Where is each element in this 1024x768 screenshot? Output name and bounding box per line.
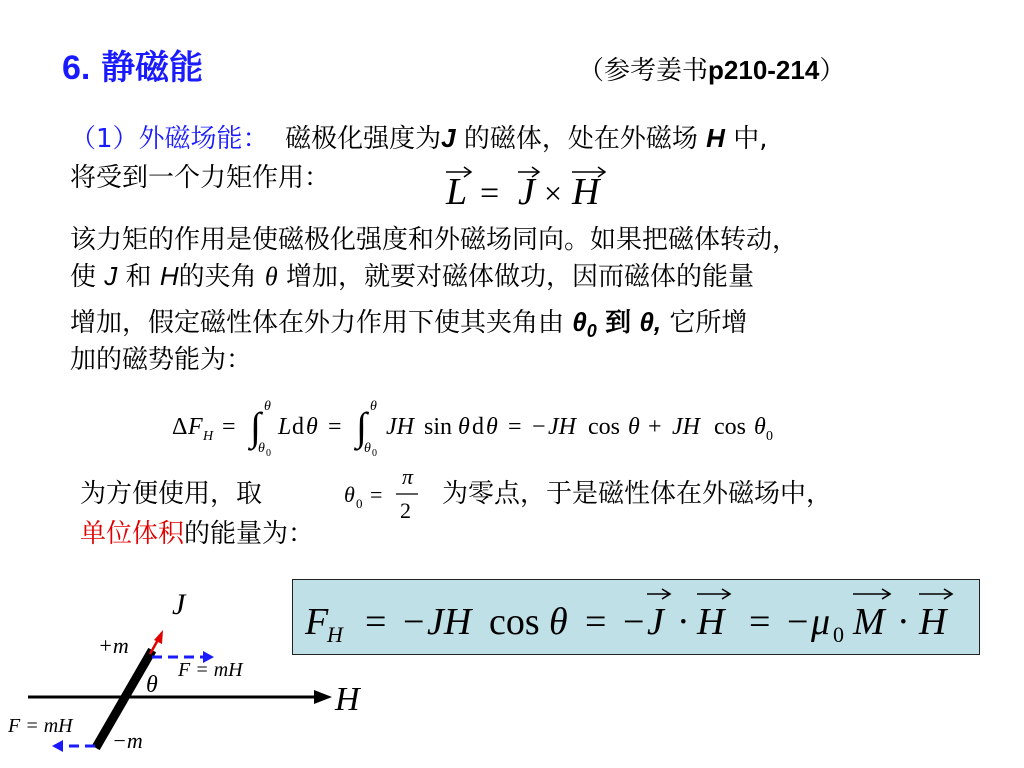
svg-text:θ: θ bbox=[458, 414, 470, 440]
reference-pages: p210-214 bbox=[708, 55, 820, 85]
svg-text:−: − bbox=[403, 601, 425, 643]
svg-text:−: − bbox=[787, 601, 809, 643]
svg-text:cos: cos bbox=[714, 414, 746, 440]
svg-text:d: d bbox=[292, 414, 304, 440]
svg-text:−: − bbox=[623, 601, 645, 643]
reference-open: （参考姜书 bbox=[578, 56, 709, 86]
svg-text:cos: cos bbox=[489, 601, 540, 643]
para-theta-bold: θ, bbox=[639, 307, 662, 337]
para-theta: θ bbox=[264, 262, 278, 291]
minus-m-label: −m bbox=[112, 728, 143, 753]
torque-eq: = bbox=[480, 175, 500, 212]
svg-text:θ: θ bbox=[306, 414, 318, 440]
svg-text:=: = bbox=[749, 601, 771, 643]
para-J: J bbox=[104, 261, 118, 291]
line1-c: 中, bbox=[733, 124, 768, 154]
force-top-label: F = mH bbox=[178, 659, 243, 681]
reference-note bbox=[578, 50, 845, 87]
formula-zero-point bbox=[340, 462, 424, 526]
svg-text:H: H bbox=[919, 601, 947, 643]
torque-J: J bbox=[518, 171, 535, 213]
svg-text:JH: JH bbox=[548, 414, 576, 440]
magnet-diagram bbox=[0, 586, 380, 768]
svg-text:F: F bbox=[305, 601, 329, 643]
svg-text:cos: cos bbox=[588, 414, 620, 440]
force-bottom-arrowhead bbox=[52, 740, 63, 752]
svg-text:J: J bbox=[647, 601, 664, 643]
para-H: H bbox=[159, 261, 179, 291]
zero-point-line-1b: 为零点，于是磁性体在外磁场中， bbox=[442, 479, 833, 509]
svg-text:0: 0 bbox=[356, 496, 363, 511]
svg-text:μ: μ bbox=[811, 601, 831, 643]
plus-m-label: +m bbox=[98, 633, 129, 658]
svg-text:θ: θ bbox=[364, 441, 371, 456]
svg-text:=: = bbox=[370, 482, 383, 507]
section-1-line-2: 将受到一个力矩作用： bbox=[70, 163, 331, 193]
svg-text:−: − bbox=[532, 414, 546, 440]
paragraph-line-2: 使 J 和 H的夹角 θ 增加，就要对磁体做功，因而磁体的能量 bbox=[70, 261, 754, 292]
svg-text:H: H bbox=[327, 622, 343, 647]
svg-text:θ: θ bbox=[370, 399, 377, 414]
line1-J: J bbox=[441, 123, 456, 153]
svg-text:=: = bbox=[365, 601, 387, 643]
formula-torque bbox=[440, 158, 620, 216]
svg-text:π: π bbox=[402, 464, 414, 489]
torque-L: L bbox=[446, 171, 468, 213]
svg-text:∫: ∫ bbox=[250, 404, 261, 449]
svg-text:0: 0 bbox=[266, 448, 271, 459]
svg-text:θ: θ bbox=[258, 441, 265, 456]
torque-times: × bbox=[544, 175, 563, 211]
svg-text:0: 0 bbox=[372, 448, 377, 459]
h-axis-arrowhead bbox=[314, 690, 332, 704]
unit-volume-highlight: 单位体积 bbox=[80, 519, 185, 549]
svg-text:=: = bbox=[508, 414, 522, 440]
svg-text:·: · bbox=[677, 601, 690, 643]
j-arrowhead bbox=[154, 630, 163, 644]
svg-text:H: H bbox=[203, 429, 214, 444]
zero-point-line-1: 为方便使用，取 bbox=[80, 479, 263, 509]
svg-text:=: = bbox=[328, 414, 342, 440]
paragraph-line-4: 加的磁势能为： bbox=[70, 345, 253, 375]
svg-text:JH: JH bbox=[427, 601, 472, 643]
svg-text:∫: ∫ bbox=[356, 404, 367, 449]
svg-text:0: 0 bbox=[766, 429, 773, 444]
h-label: H bbox=[335, 681, 360, 718]
svg-text:θ: θ bbox=[486, 414, 498, 440]
page-title bbox=[62, 40, 203, 89]
line1-b: 的磁体，处在外磁场 bbox=[463, 124, 698, 154]
svg-text:L: L bbox=[278, 414, 292, 440]
svg-text:θ: θ bbox=[549, 601, 568, 643]
svg-text:H: H bbox=[697, 601, 725, 643]
j-label: J bbox=[172, 588, 186, 621]
title-text: 静磁能 bbox=[101, 48, 204, 88]
boxed-formula-svg bbox=[293, 580, 979, 654]
paragraph-line-1: 该力矩的作用是使磁极化强度和外磁场同向。如果把磁体转动， bbox=[70, 225, 799, 255]
title-number: 6. bbox=[62, 49, 91, 87]
section-1-label: 外磁场能 bbox=[138, 124, 243, 154]
paragraph-line-3: 增加，假定磁性体在外力作用下使其夹角由 $\theta_0$ 到 θ, 它所增 bbox=[70, 307, 748, 342]
reference-close: ） bbox=[819, 56, 846, 86]
svg-text:F: F bbox=[188, 414, 203, 440]
boxed-energy-formula bbox=[292, 579, 980, 655]
svg-text:sin: sin bbox=[424, 414, 453, 440]
svg-text:M: M bbox=[853, 601, 885, 643]
svg-text:0: 0 bbox=[833, 622, 844, 647]
svg-text:JH: JH bbox=[386, 414, 414, 440]
svg-text:θ: θ bbox=[754, 414, 766, 440]
svg-text:JH: JH bbox=[672, 414, 700, 440]
svg-text:+: + bbox=[648, 414, 662, 440]
formula-energy bbox=[172, 390, 832, 460]
torque-H: H bbox=[572, 171, 600, 213]
section-1-paren: （1） bbox=[70, 124, 139, 154]
svg-text:·: · bbox=[897, 601, 910, 643]
svg-text:θ: θ bbox=[344, 482, 355, 507]
zero-point-line-2: 单位体积的能量为： bbox=[80, 519, 315, 549]
svg-text:2: 2 bbox=[400, 498, 411, 523]
svg-text:d: d bbox=[472, 414, 484, 440]
section-1-line-1 bbox=[70, 120, 1010, 157]
line1-H: H bbox=[706, 123, 725, 153]
line1-a: 磁极化强度为 bbox=[285, 124, 442, 154]
svg-text:θ: θ bbox=[264, 399, 271, 414]
theta-label: θ bbox=[146, 672, 158, 698]
section-1-colon: ： bbox=[242, 124, 269, 154]
svg-text:=: = bbox=[222, 414, 236, 440]
svg-text:θ: θ bbox=[628, 414, 640, 440]
svg-text:=: = bbox=[585, 601, 607, 643]
force-bottom-label: F = mH bbox=[8, 715, 73, 737]
svg-text:Δ: Δ bbox=[172, 414, 188, 440]
para-theta0: θ bbox=[572, 307, 587, 337]
